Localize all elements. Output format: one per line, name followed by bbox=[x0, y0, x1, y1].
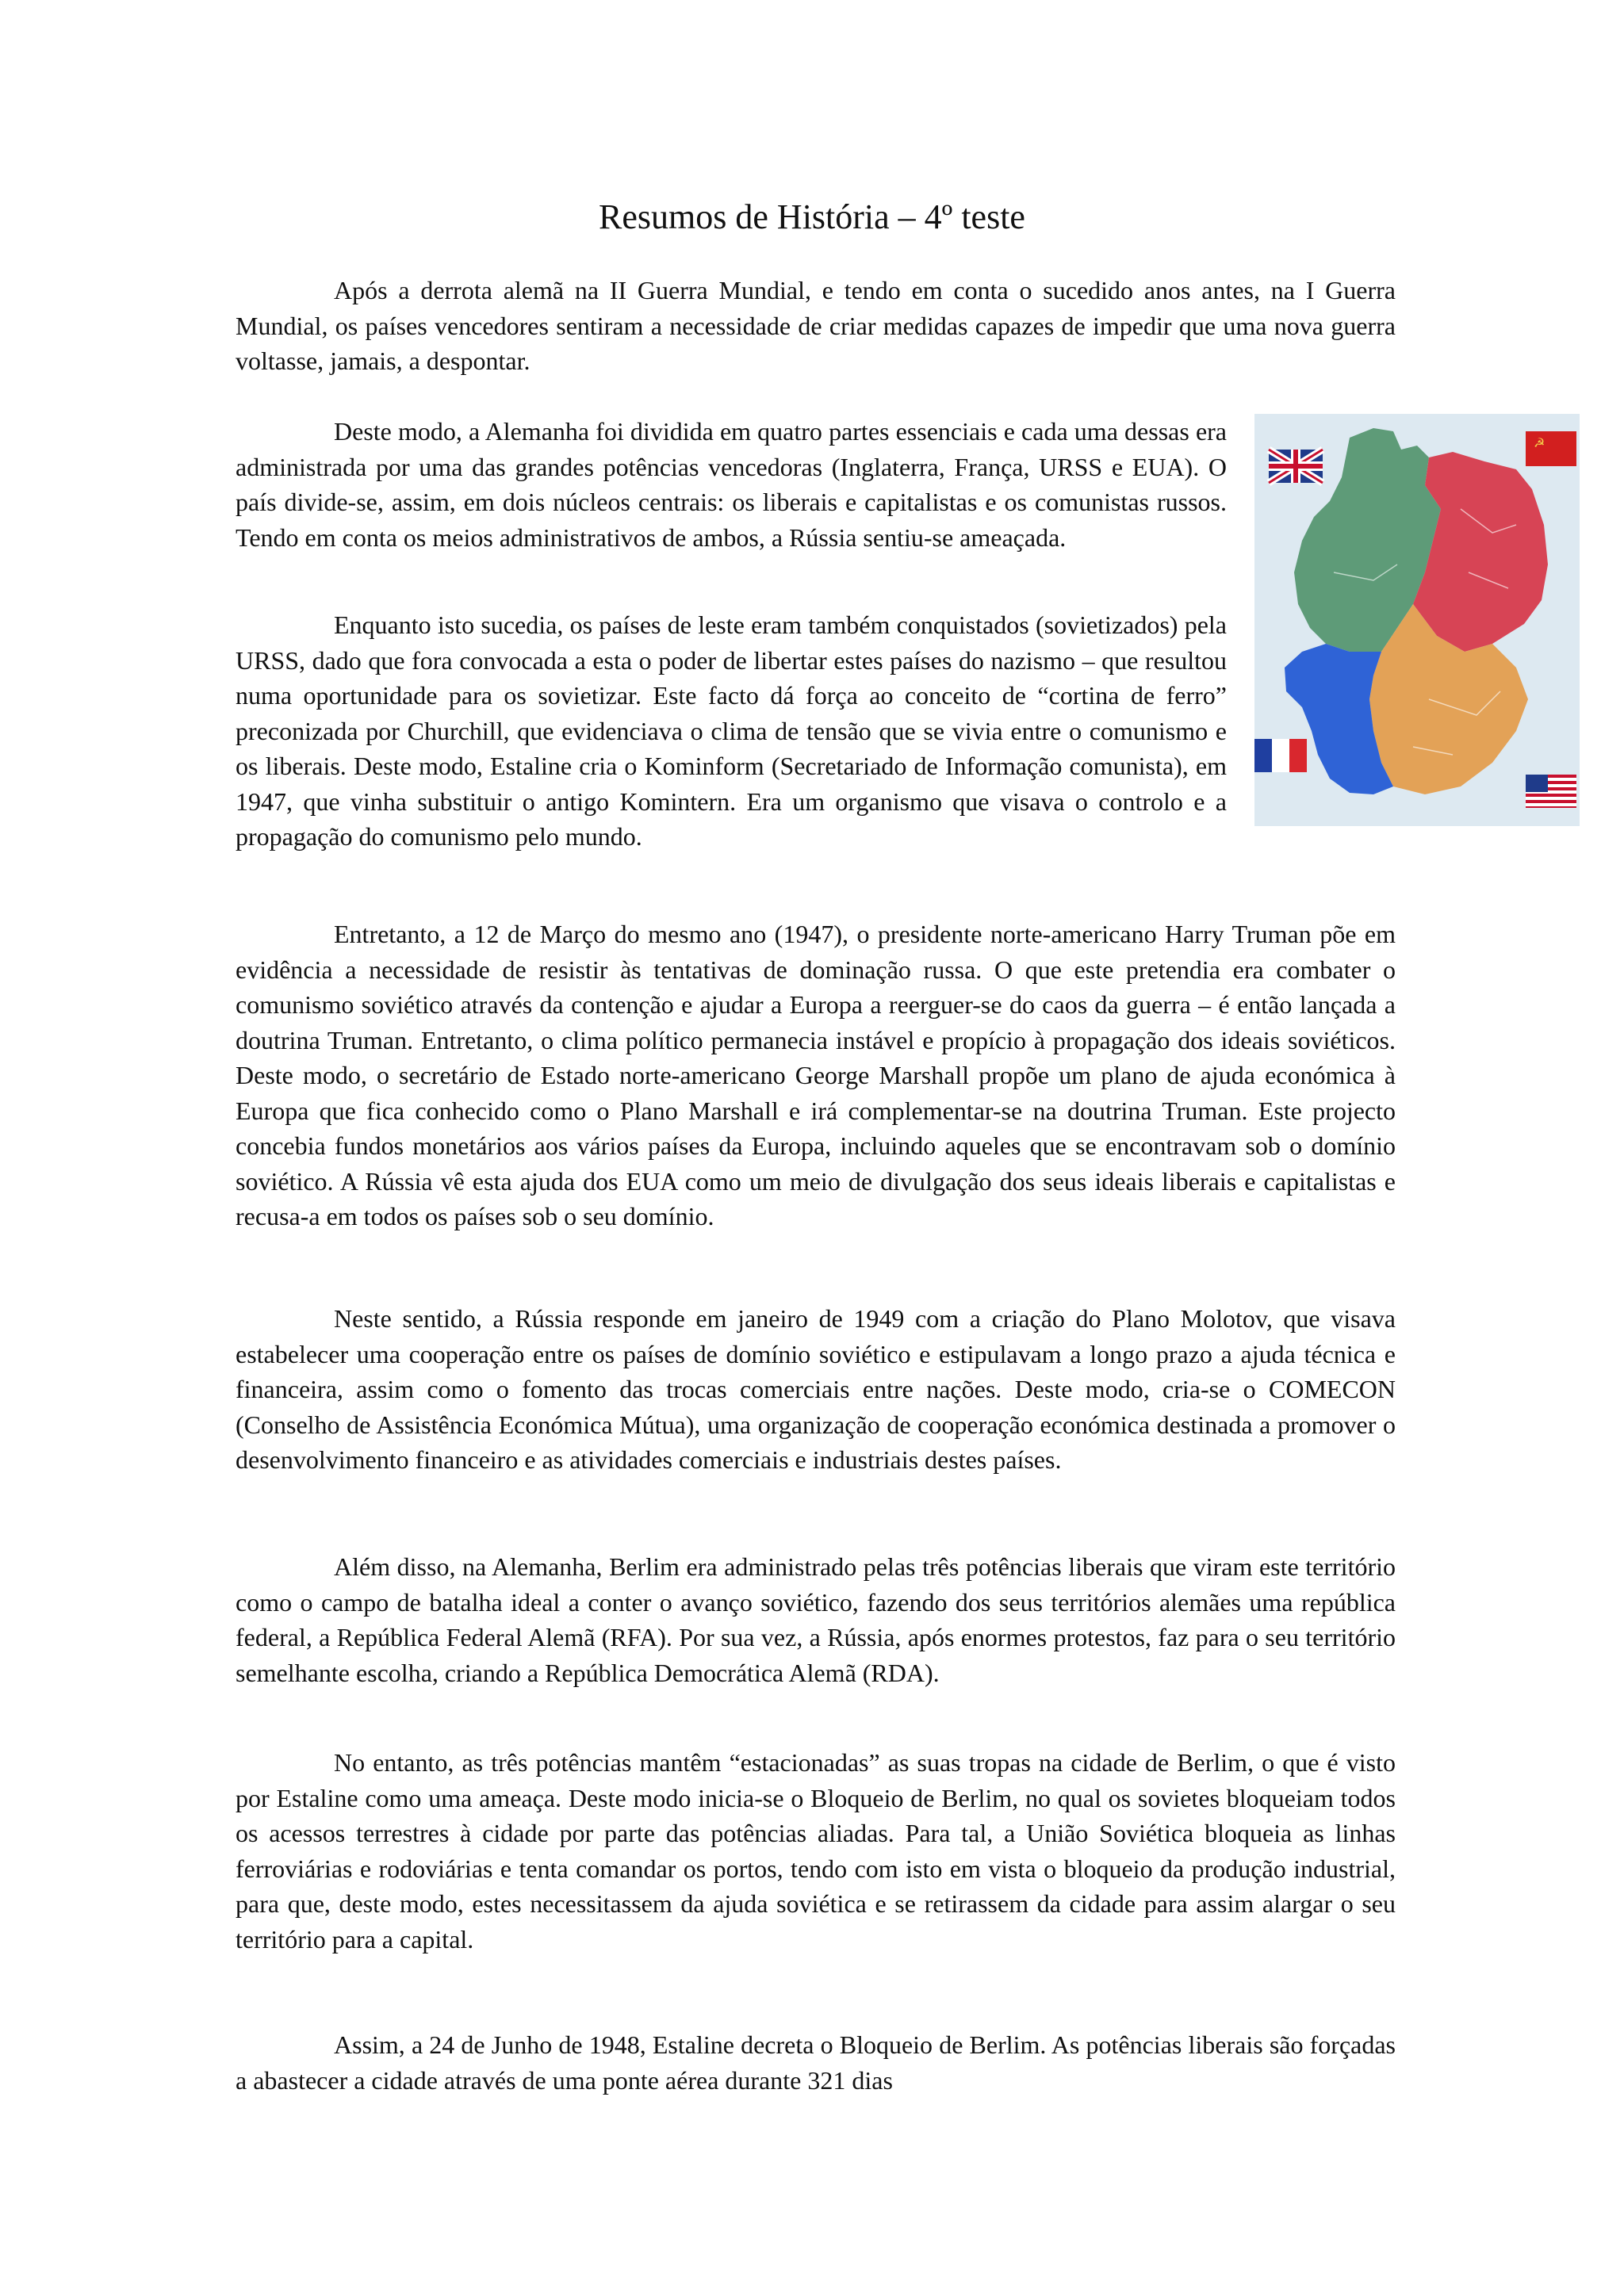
paragraph-7: No entanto, as três potências mantêm “estacionadas” as suas tropas na cidade de Berlim, o que é visto por Estaline como uma ameaça. Deste modo inicia-se o Bloqueio de Berlim, no qual os sovietes bloqueiam todos os acessos terrestres à cidade por parte das potências aliadas. Para tal, a União Soviética bloqueia as linhas ferroviárias e rodoviárias e tenta comandar os portos, tendo com isto em vista o bloqueio da produção industrial, para que, deste modo, estes necessitassem da ajuda soviética e se retirassem da cidade para assim alargar o seu território para a capital. bbox=[236, 1748, 1396, 1954]
page-title: Resumos de História – 4º teste bbox=[599, 197, 1025, 236]
usa-flag bbox=[1526, 775, 1576, 808]
svg-text:☭: ☭ bbox=[1534, 435, 1545, 450]
paragraph-4: Entretanto, a 12 de Março do mesmo ano (1947), o presidente norte-americano Harry Truman põe em evidência a necessidade de resistir às tentativas de dominação russa. O que este pretendia era combater o comunismo soviético através da contenção e ajudar a Europa a reerguer-se do caos da guerra – é então lançada a doutrina Truman. Entretanto, o clima político permanecia instável e propício à propagação dos ideais soviéticos. Deste modo, o secretário de Estado norte-americano George Marshall propõe um plano de ajuda económica à Europa que fica conhecido como o Plano Marshall e irá complementar-se na doutrina Truman. Este projecto concebia fundos monetários aos vários países da Europa, incluindo aqueles que se encontravam sob o domínio soviético. A Rússia vê esta ajuda dos EUA como um meio de divulgação dos seus ideais liberais e capitalistas e recusa-a em todos os países sob o seu domínio. bbox=[236, 920, 1396, 1230]
paragraph-3: Enquanto isto sucedia, os países de leste eram também conquistados (sovietizados) pela URSS, dado que fora convocada a esta o poder de libertar estes países do nazismo – que resultou numa oportunidade para os sovietizar. Este facto dá força ao conceito de “cortina de ferro” preconizada por Churchill, que evidenciava o clima de tensão que se vivia entre o comunismo e os liberais. Deste modo, Estaline cria o Kominform (Secretariado de Informação comunista), em 1947, que vinha substituir o antigo Komintern. Era um organismo que visava o controlo e a propagação do comunismo pelo mundo. bbox=[236, 610, 1227, 851]
paragraph-8: Assim, a 24 de Junho de 1948, Estaline decreta o Bloqueio de Berlim. As potências liberais são forçadas a abastecer a cidade através de uma ponte aérea durante 321 dias bbox=[236, 2030, 1396, 2095]
soviet-zone bbox=[1413, 452, 1548, 652]
france-flag bbox=[1254, 739, 1307, 772]
paragraph-5: Neste sentido, a Rússia responde em janeiro de 1949 com a criação do Plano Molotov, que visava estabelecer uma cooperação entre os países de domínio soviético e estipulavam a longo prazo a ajuda técnica e financeira, assim como o fomento das trocas comerciais entre nações. Deste modo, cria-se o COMECON (Conselho de Assistência Económica Mútua), uma organização de cooperação económica destinada a promover o desenvolvimento financeiro e as atividades comerciais e industriais destes países. bbox=[236, 1304, 1396, 1474]
ussr-flag bbox=[1526, 431, 1576, 466]
germany-occupation-zones-map bbox=[1254, 414, 1580, 826]
paragraph-2: Deste modo, a Alemanha foi dividida em quatro partes essenciais e cada uma dessas era administrada por uma das grandes potências vencedoras (Inglaterra, França, URSS e EUA). O país divide-se, assim, em dois núcleos centrais: os liberais e capitalistas e os comunistas russos. Tendo em conta os meios administrativos de ambos, a Rússia sentiu-se ameaçada. bbox=[236, 417, 1227, 552]
map-graphic bbox=[1254, 414, 1580, 826]
paragraph-6: Além disso, na Alemanha, Berlim era administrado pelas três potências liberais que viram este território como o campo de batalha ideal a conter o avanço soviético, fazendo dos seus territórios alemães uma república federal, a República Federal Alemã (RFA). Por sua vez, a Rússia, após enormes protestos, faz para o seu território semelhante escolha, criando a República Democrática Alemã (RDA). bbox=[236, 1552, 1396, 1687]
paragraph-1: Após a derrota alemã na II Guerra Mundial, e tendo em conta o sucedido anos antes, na I Guerra Mundial, os países vencedores sentiram a necessidade de criar medidas capazes de impedir que uma nova guerra voltasse, jamais, a despontar. bbox=[236, 276, 1396, 375]
uk-flag bbox=[1269, 450, 1323, 483]
